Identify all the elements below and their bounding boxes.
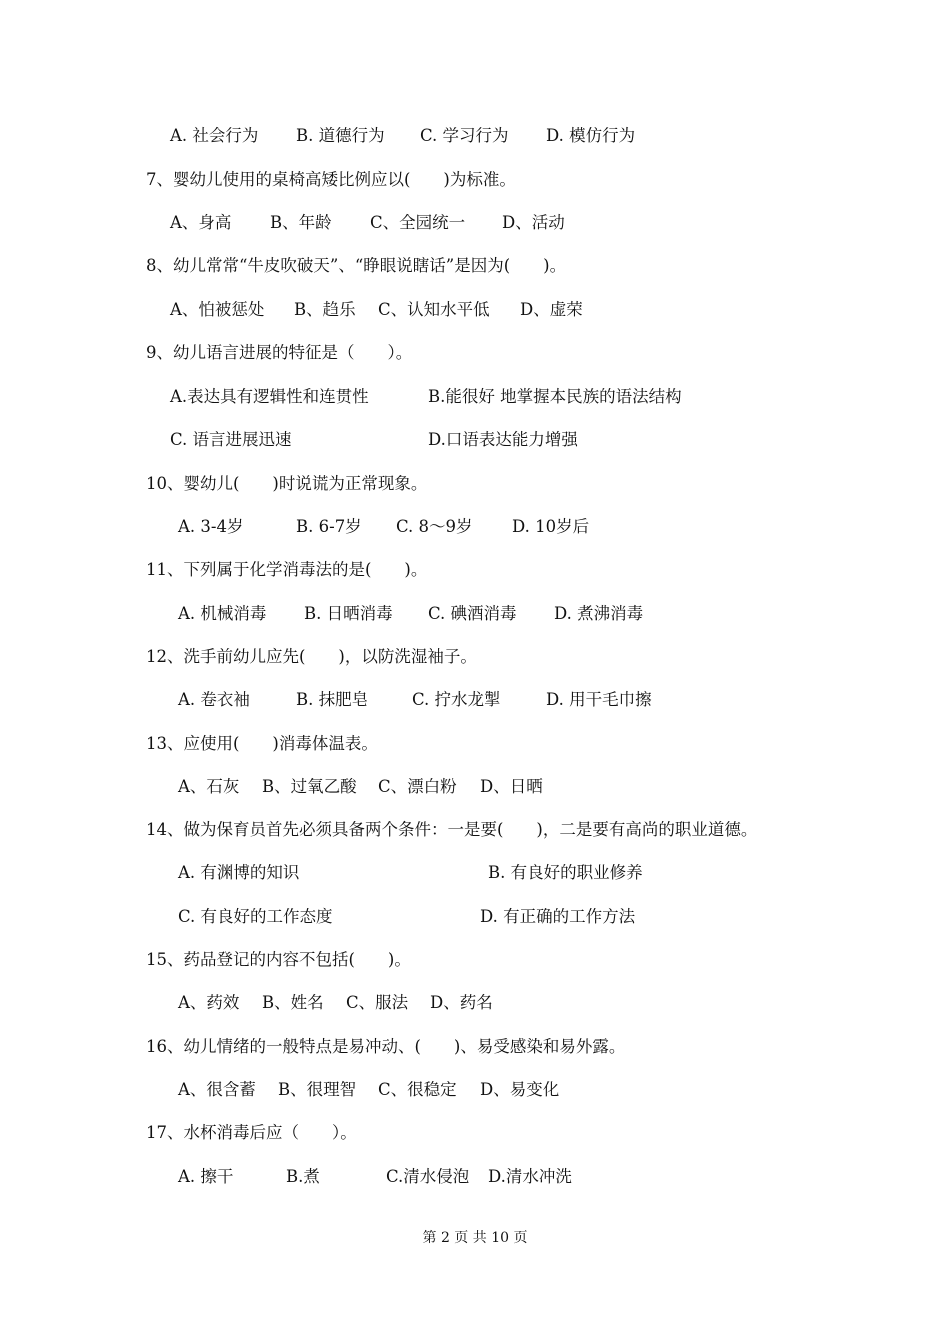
option: D、易变化	[480, 1080, 560, 1099]
option: A. 卷衣袖	[178, 690, 250, 709]
option: D. 用干毛巾擦	[546, 690, 652, 709]
option: D. 模仿行为	[546, 126, 636, 145]
option: B. 抹肥皂	[296, 690, 369, 709]
option: A、石灰	[178, 777, 240, 796]
option: C. 有良好的工作态度	[178, 907, 333, 926]
option: B、过氧乙酸	[262, 777, 357, 796]
option: B、很理智	[278, 1080, 357, 1099]
option: A. 有渊博的知识	[178, 863, 300, 882]
option: A. 3-4岁	[178, 517, 244, 536]
question-text: 14、做为保育员首先必须具备两个条件：一是要( )，二是要有高尚的职业道德。	[146, 820, 758, 839]
option: C. 语言进展迅速	[170, 430, 292, 449]
option: B.煮	[286, 1167, 320, 1186]
question-text: 11、下列属于化学消毒法的是( )。	[146, 560, 428, 579]
option: B. 6-7岁	[296, 517, 362, 536]
option: B. 有良好的职业修养	[488, 863, 643, 882]
option: D、活动	[502, 213, 565, 232]
option: B、年龄	[270, 213, 332, 232]
option: C、很稳定	[378, 1080, 457, 1099]
option: C、认知水平低	[378, 300, 490, 319]
option: C. 8～9岁	[396, 517, 473, 536]
option: D. 有正确的工作方法	[480, 907, 636, 926]
question-text: 12、洗手前幼儿应先( )，以防洗湿袖子。	[146, 647, 477, 666]
question-text: 17、水杯消毒后应（ ）。	[146, 1123, 357, 1142]
option: C. 碘酒消毒	[428, 604, 517, 623]
page-number: 第 2 页 共 10 页	[422, 1230, 528, 1246]
option: C、全园统一	[370, 213, 466, 232]
option: B. 道德行为	[296, 126, 385, 145]
option: D、药名	[430, 993, 493, 1012]
option: D、虚荣	[520, 300, 583, 319]
option: A. 擦干	[178, 1167, 234, 1186]
option: A. 社会行为	[170, 126, 259, 145]
option: A、身高	[170, 213, 232, 232]
option: B.能很好 地掌握本民族的语法结构	[428, 387, 682, 406]
question-text: 10、婴幼儿( )时说谎为正常现象。	[146, 474, 428, 493]
option: B. 日晒消毒	[304, 604, 393, 623]
question-text: 16、幼儿情绪的一般特点是易冲动、( )、易受感染和易外露。	[146, 1037, 626, 1056]
option: C、服法	[346, 993, 409, 1012]
option: D. 煮沸消毒	[554, 604, 644, 623]
option: A、怕被惩处	[170, 300, 265, 319]
option: A、药效	[178, 993, 240, 1012]
question-text: 13、应使用( )消毒体温表。	[146, 734, 378, 753]
option: D、日晒	[480, 777, 543, 796]
option: B、趋乐	[294, 300, 356, 319]
option: C、漂白粉	[378, 777, 457, 796]
option: C. 学习行为	[420, 126, 509, 145]
option: C. 拧水龙掣	[412, 690, 501, 709]
option: D.清水冲洗	[488, 1167, 572, 1186]
option: B、姓名	[262, 993, 324, 1012]
question-text: 15、药品登记的内容不包括( )。	[146, 950, 411, 969]
option: C.清水侵泡	[386, 1167, 470, 1186]
question-text: 9、幼儿语言进展的特征是（ ）。	[146, 343, 413, 362]
question-text: 8、幼儿常常“牛皮吹破天”、“睁眼说瞎话”是因为( )。	[146, 256, 567, 275]
option: D.口语表达能力增强	[428, 430, 578, 449]
option: A、很含蓄	[178, 1080, 256, 1099]
option: A. 机械消毒	[178, 604, 267, 623]
question-text: 7、婴幼儿使用的桌椅高矮比例应以( )为标准。	[146, 170, 516, 189]
option: D. 10岁后	[512, 517, 590, 536]
option: A.表达具有逻辑性和连贯性	[170, 387, 369, 406]
